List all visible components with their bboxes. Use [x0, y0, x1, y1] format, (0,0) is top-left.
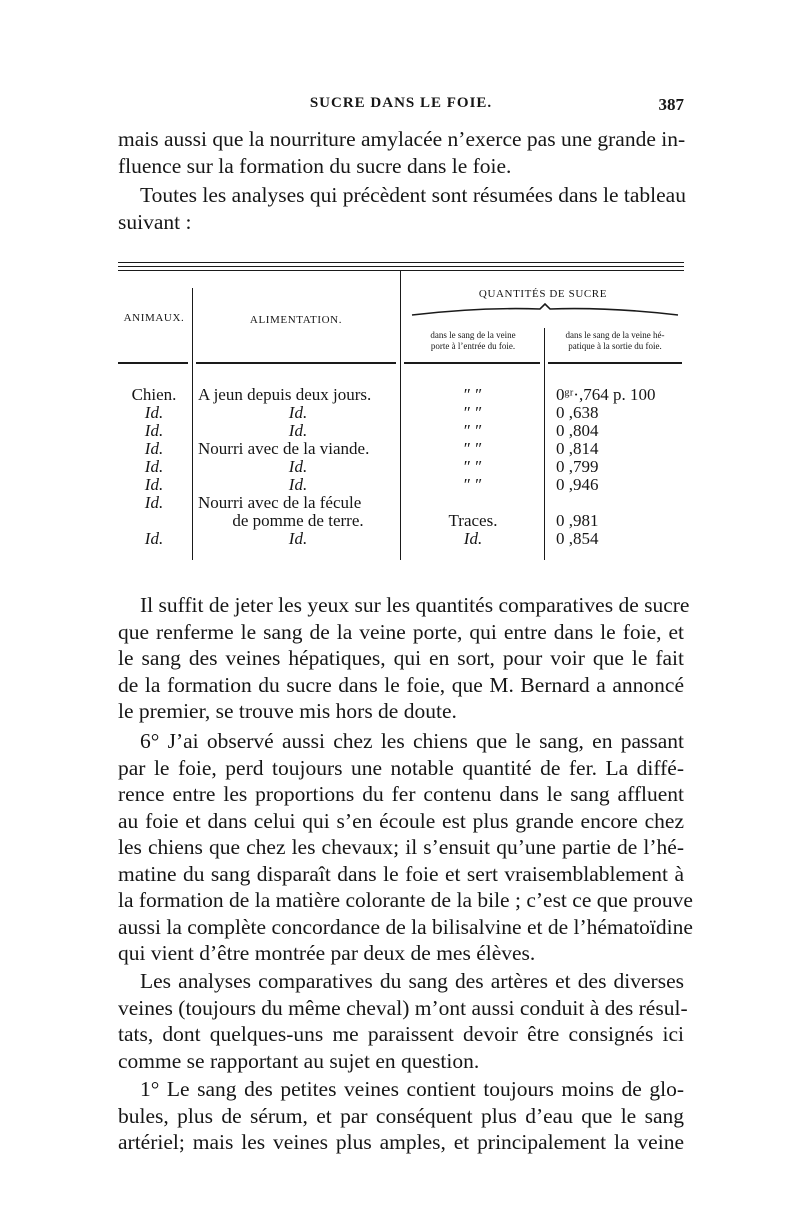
text-line: aussi la complète concordance de la bilisalvine et de l’hématoïdine — [118, 914, 693, 939]
text-line: tats, dont quelques-uns me paraissent devoir être consignés ici — [118, 1022, 684, 1046]
text-line: matine du sang disparaît dans le foie et sert vraisemblablement à — [118, 861, 684, 886]
column-divider — [192, 288, 193, 560]
paragraph-intro — [118, 182, 684, 235]
paragraph-main — [118, 592, 690, 725]
text-line: le premier, se trouve mis hors de doute. — [118, 699, 457, 723]
header-rule — [196, 362, 396, 364]
running-title: SUCRE DANS LE FOIE. — [309, 95, 493, 111]
page-number: 387 — [658, 95, 684, 114]
header-brace — [410, 303, 680, 317]
header-alimentation: ALIMENTATION. — [249, 314, 343, 326]
column-divider — [544, 328, 545, 560]
page-header — [118, 95, 684, 119]
text-line: les chiens que chez les chevaux; il s’ensuit qu’une partie de l’hé- — [118, 835, 684, 859]
text-line: que renferme le sang de la veine porte, qui entre dans le foie, et — [118, 619, 684, 644]
text-line: comme se rapportant au sujet en question. — [118, 1048, 480, 1073]
header-rule — [404, 362, 540, 364]
header-animaux: ANIMAUX. — [123, 312, 185, 324]
text-line: au foie et dans celui qui s’en écoule est plus grande encore chez — [118, 808, 684, 833]
text-line: mais aussi que la nourriture amylacée n’exerce pas une grande in- — [118, 127, 686, 151]
text-line: suivant : — [118, 209, 192, 234]
column-divider — [400, 270, 401, 560]
text-line: qui vient d’être montrée par deux de mes élèves. — [118, 941, 536, 965]
text-line: par le foie, perd toujours une notable quantité de fer. La diffé- — [118, 755, 684, 780]
text-line: veines (toujours du même cheval) m’ont aussi conduit à des résul- — [118, 995, 688, 1020]
text-line: le sang des veines hépatiques, qui en sort, pour voir que le fait — [118, 646, 684, 670]
paragraph-top — [118, 126, 684, 179]
header-quantites: QUANTITÉS DE SUCRE — [478, 288, 608, 300]
subheader-porte: dans le sang de la veine porte à l’entrée du foie. — [430, 330, 516, 351]
text-line: fluence sur la formation du sucre dans le foie. — [118, 153, 512, 178]
header-rule — [548, 362, 682, 364]
text-line: la formation de la matière colorante de la bile ; c’est ce que prouve — [118, 888, 693, 912]
paragraph-analyses — [118, 968, 688, 1074]
text-line: 1° Le sang des petites veines contient toujours moins de glo- — [140, 1077, 684, 1101]
text-line: Il suffit de jeter les yeux sur les quantités comparatives de sucre — [140, 593, 690, 617]
text-line: bules, plus de sérum, et par conséquent plus d’eau que le sang — [118, 1103, 684, 1128]
text-line: artériel; mais les veines plus amples, et principalement la veine — [118, 1130, 684, 1154]
text-line: rence entre les proportions du fer contenu dans le sang affluent — [118, 782, 684, 806]
text-line: 6° J’ai observé aussi chez les chiens que le sang, en passant — [140, 729, 684, 753]
header-rule — [118, 362, 188, 364]
paragraph-1 — [118, 1076, 684, 1156]
text-line: Les analyses comparatives du sang des artères et des diverses — [140, 969, 684, 993]
sugar-table: ANIMAUX. ALIMENTATION. QUANTITÉS DE SUCRE dans le sang de la veine porte à l’entrée du foie. dans le sang de la veine hé- patique à la sortie du foie. Chien. A jeun depuis deux jours. ″ ″ 0ᵍʳ·,764 p. 100 Id. Id. ″ ″ 0 ,638 Id. Id. ″ ″ 0 ,804 Id. Nourri avec de la viande. ″ ″ 0 ,814 Id. Id. ″ ″ 0 ,799 Id. Id. ″ ″ 0 ,946 Id. Nourri avec de la fécule de pomme de terre. Traces. 0 ,981 Id. Id. Id. 0 ,854 — [118, 262, 684, 562]
table-top-rule — [118, 262, 684, 263]
text-line: Toutes les analyses qui précèdent sont résumées dans le tableau — [140, 183, 686, 207]
table-top-rule — [118, 270, 684, 271]
subheader-hepatique: dans le sang de la veine hé- patique à la sortie du foie. — [565, 330, 665, 351]
text-line: de la formation du sucre dans le foie, que M. Bernard a annoncé — [118, 672, 684, 697]
table-top-rule — [118, 266, 684, 267]
paragraph-6 — [118, 728, 693, 967]
